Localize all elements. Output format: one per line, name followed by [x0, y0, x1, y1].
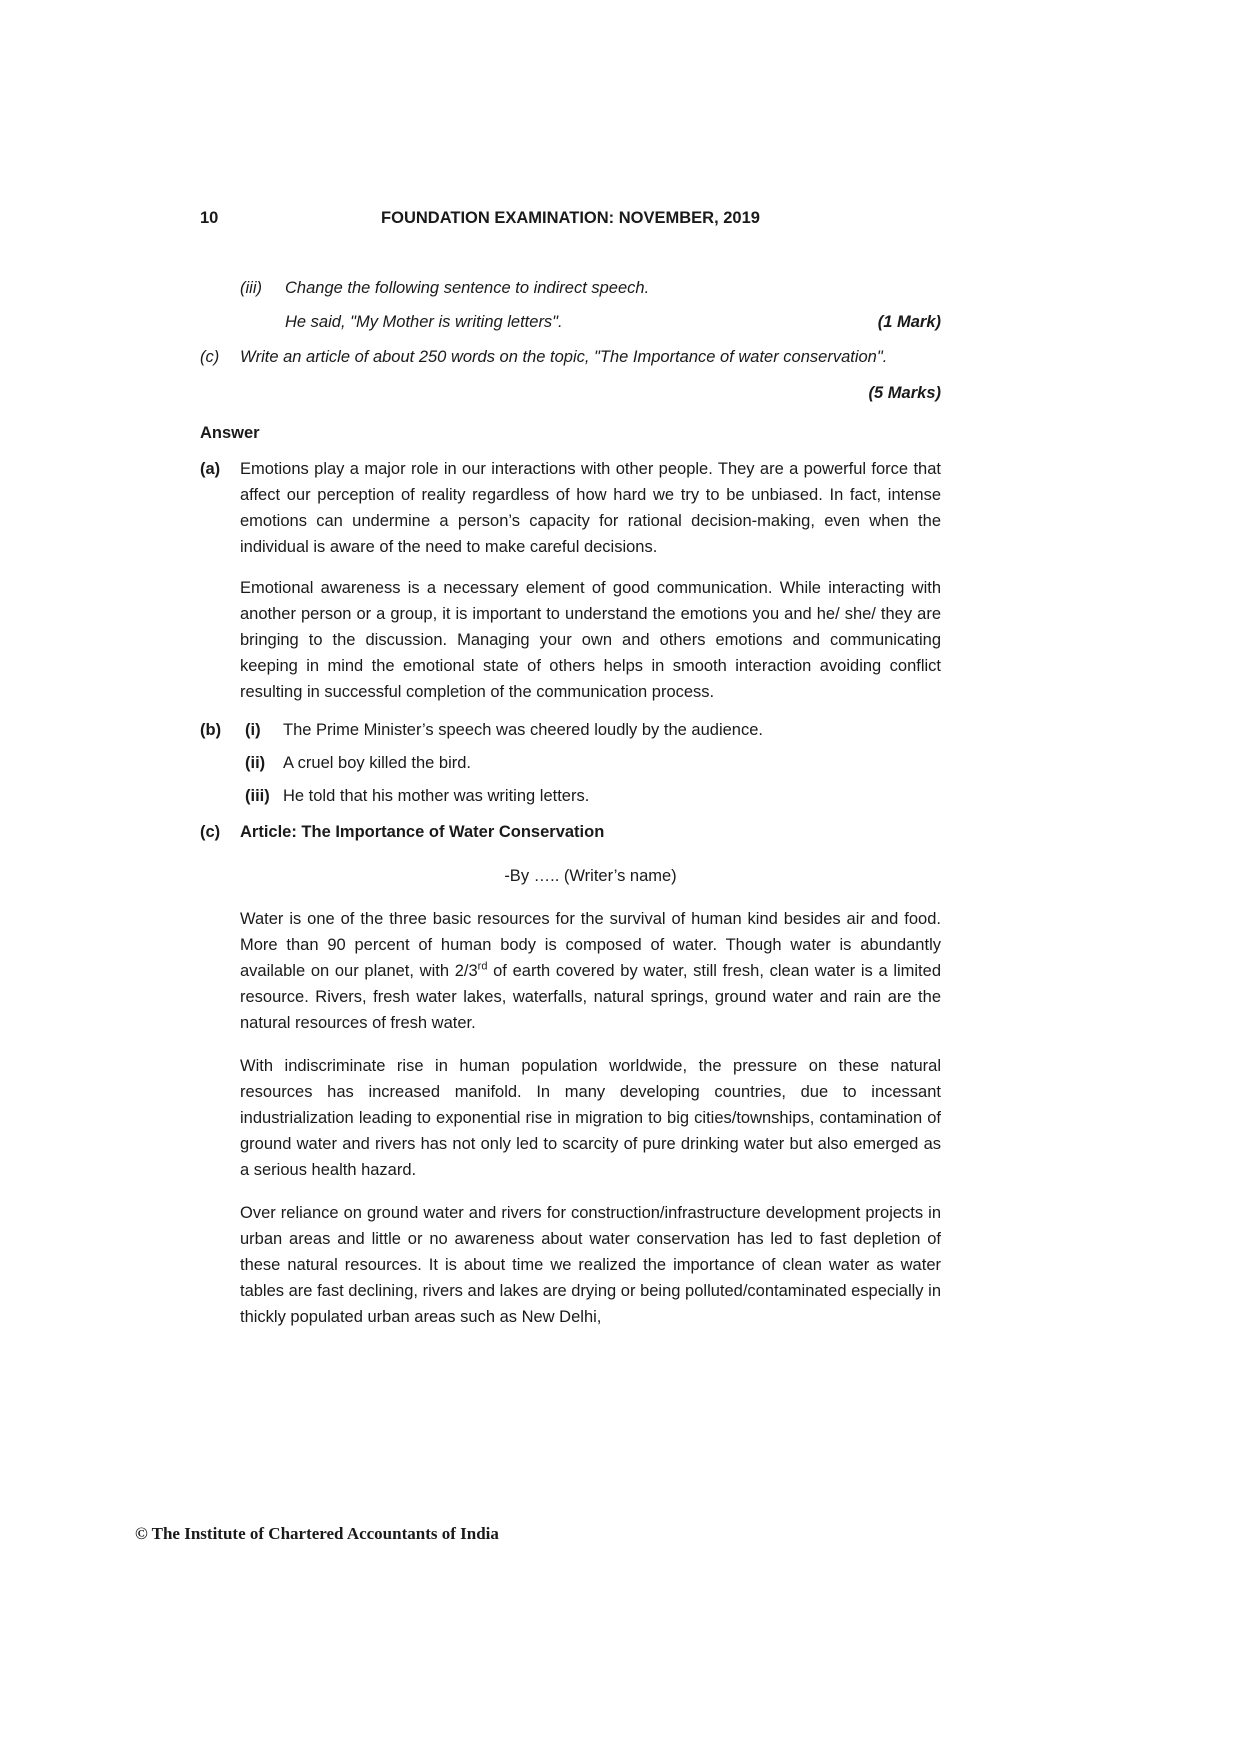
article-paragraph-2: With indiscriminate rise in human population worldwide, the pressure on these natural resources has increased manifold. In many developing countries, due to incessant industrialization leading to exponential rise in migration to big cities/townships, contamination of ground water and rivers has not only led to scarcity of pure drinking water but also emerged as a serious health hazard.	[240, 1057, 941, 1179]
question-c-label: (c)	[200, 348, 220, 366]
question-c-marks-row	[200, 380, 941, 406]
answer-a-paragraph-1: Emotions play a major role in our interactions with other people. They are a powerful force that affect our perception of reality regardless of how hard we try to be unbiased. In fact, intense emotions can undermine a person’s capacity for rational decision-making, even when the individual is aware of the need to make careful decisions.	[240, 460, 941, 556]
answer-b-item-ii-label: (ii)	[245, 754, 266, 772]
answer-b-item-iii	[245, 783, 941, 809]
question-c-text: Write an article of about 250 words on the topic, "The Importance of water conservation".	[240, 348, 888, 366]
article-byline: -By ….. (Writer’s name)	[504, 867, 677, 885]
answer-b-item-iii-label: (iii)	[245, 787, 270, 805]
article-title: Article: The Importance of Water Conservation	[240, 823, 605, 841]
answer-b-items	[245, 717, 941, 809]
answer-a-paragraph-2: Emotional awareness is a necessary element of good communication. While interacting with another person or a group, it is important to understand the emotions you and he/ she/ they are bringing to the discussion. Managing your own and others emotions and communicating keeping in mind the emotional state of others helps in smooth interaction avoiding conflict resulting in successful completion of the communication process.	[240, 579, 941, 701]
answer-b-item-i	[245, 717, 941, 743]
answer-b-item-ii-text: A cruel boy killed the bird.	[283, 754, 472, 772]
question-iii-label: (iii)	[240, 279, 262, 297]
question-iii-text: Change the following sentence to indirect speech.	[285, 279, 650, 297]
header-title: FOUNDATION EXAMINATION: NOVEMBER, 2019	[381, 209, 760, 227]
document-content	[200, 205, 941, 1330]
article-paragraph-1	[240, 906, 941, 1036]
page-header	[200, 205, 941, 231]
answer-c-body	[240, 819, 941, 1330]
article-paragraph-1-superscript: rd	[477, 960, 488, 973]
answer-item-a	[200, 456, 941, 705]
question-iii-sentence-row	[285, 309, 941, 335]
page-number: 10	[200, 209, 219, 227]
answer-item-b	[200, 717, 941, 809]
answer-c-label: (c)	[200, 823, 221, 841]
copyright-footer: © The Institute of Chartered Accountants of India	[135, 1524, 499, 1543]
answer-b-label: (b)	[200, 721, 222, 739]
answer-b-item-i-text: The Prime Minister’s speech was cheered loudly by the audience.	[283, 721, 763, 739]
question-item-iii	[240, 275, 941, 301]
question-iii-sentence: He said, "My Mother is writing letters".	[285, 313, 563, 331]
article-paragraph-3: Over reliance on ground water and rivers for construction/infrastructure development projects in urban areas and little or no awareness about water conservation has led to fast depletion of these natural resources. It is about time we realized the importance of clean water as water tables are fast declining, rivers and lakes are drying or being polluted/contaminated especially in thickly populated urban areas such as New Delhi,	[240, 1204, 941, 1326]
question-c-marks: (5 Marks)	[868, 384, 941, 402]
answer-a-label: (a)	[200, 460, 221, 478]
answer-heading: Answer	[200, 424, 260, 442]
answer-item-c	[200, 819, 941, 1330]
answer-b-item-ii	[245, 750, 941, 776]
question-iii-marks: (1 Mark)	[877, 313, 941, 331]
answer-a-body	[240, 456, 941, 705]
question-item-c	[200, 344, 941, 370]
answer-b-item-i-label: (i)	[245, 721, 261, 739]
article-paragraph-1-pre: Water is one of the three basic resources for the survival of human kind besides air and food. More than 90 percent of human body is composed of water. Though water is abundantly available on our planet, with 2/3	[240, 910, 941, 980]
article-paragraph-1-post: of earth covered by water, still fresh, clean water is a limited resource. Rivers, fresh water lakes, waterfalls, natural springs, ground water and rain are the natural resources of fresh water.	[240, 962, 941, 1032]
answer-b-item-iii-text: He told that his mother was writing letters.	[283, 787, 590, 805]
